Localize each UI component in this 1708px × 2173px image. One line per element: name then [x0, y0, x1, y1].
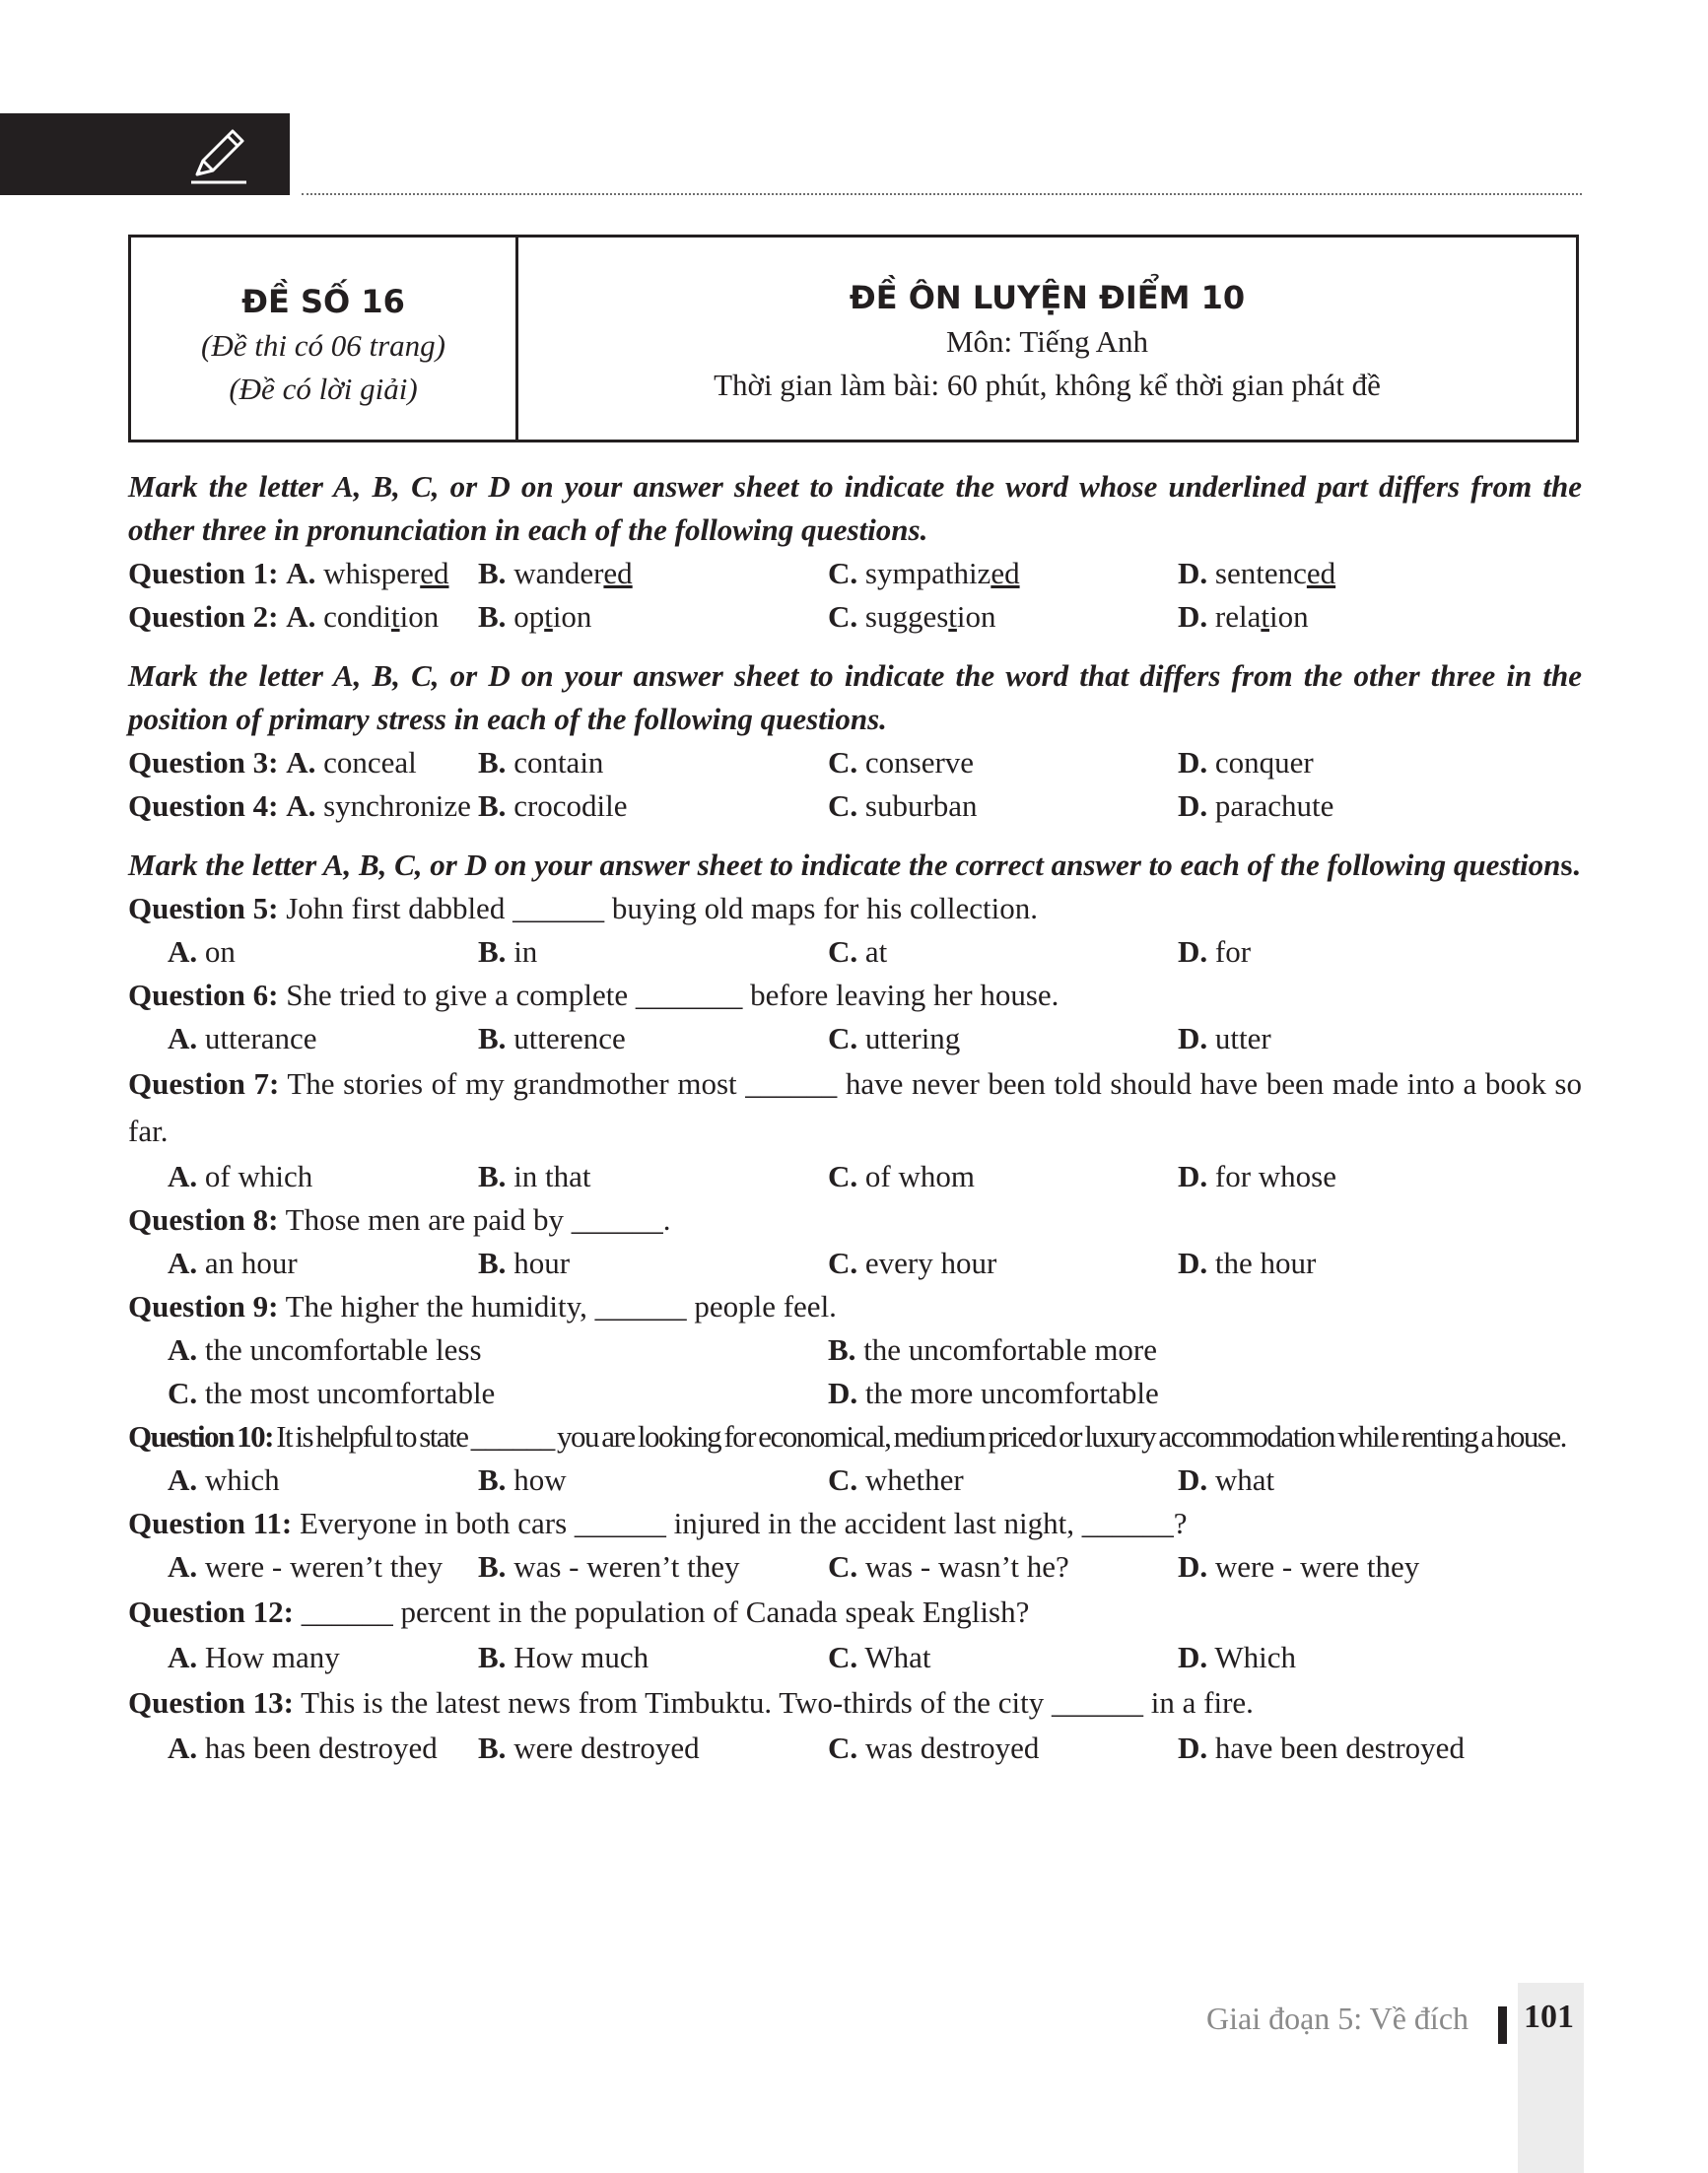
footer-divider — [1498, 2006, 1507, 2044]
page-number: 101 — [1524, 1999, 1574, 2035]
question-4: Question 4: A. synchronize B. crocodile C. suburban D. parachute — [128, 788, 1334, 823]
header-tab — [0, 113, 290, 195]
question-6-stem: Question 6: She tried to give a complete _______ before leaving her house. — [128, 978, 1059, 1012]
page-count-note: (Đề thi có 06 trang) — [201, 328, 445, 363]
question-label: Question 4: — [128, 788, 279, 823]
question-13-options: A. has been destroyed B. were destroyed C. was destroyed D. have been destroyed — [168, 1731, 1465, 1765]
exam-subject: Môn: Tiếng Anh — [945, 324, 1148, 359]
question-7-options: A. of which B. in that C. of whom D. for whose — [168, 1159, 1336, 1193]
instruction-stress: Mark the letter A, B, C, or D on your answer sheet to indicate the word that differs from the other three in the position of primary stress in each of the following questions. — [128, 658, 1582, 736]
question-9-options-cd: C. the most uncomfortable D. the more uncomfortable — [168, 1376, 1159, 1410]
question-5-stem: Question 5: John first dabbled ______ buying old maps for his collection. — [128, 891, 1039, 925]
question-3: Question 3: A. conceal B. contain C. conserve D. conquer — [128, 745, 1314, 780]
question-8-options: A. an hour B. hour C. every hour D. the hour — [168, 1246, 1317, 1280]
instruction-correct-answer: Mark the letter A, B, C, or D on your answer sheet to indicate the correct answer to each of the following questions. — [128, 848, 1581, 882]
exam-title: ĐỀ ÔN LUYỆN ĐIỂM 10 — [849, 279, 1246, 316]
exam-info-cell — [518, 238, 1576, 440]
solution-note: (Đề có lời giải) — [229, 372, 418, 406]
exam-time: Thời gian làm bài: 60 phút, không kể thời gian phát đề — [714, 368, 1381, 402]
question-8-stem: Question 8: Those men are paid by ______. — [128, 1202, 671, 1237]
question-10-options: A. which B. how C. whether D. what — [168, 1462, 1275, 1497]
footer-section-title: Giai đoạn 5: Về đích — [1206, 2001, 1469, 2036]
question-6-options: A. utterance B. utterence C. uttering D. utter — [168, 1021, 1271, 1055]
exam-number: ĐỀ SỐ 16 — [241, 283, 405, 320]
question-9-stem: Question 9: The higher the humidity, ______ people feel. — [128, 1289, 837, 1324]
instruction-pronunciation: Mark the letter A, B, C, or D on your answer sheet to indicate the word whose underlined part differs from the other three in pronunciation in each of the following questions. — [128, 469, 1582, 547]
exam-content — [128, 465, 1582, 1770]
question-1: Question 1: A. whispered B. wandered C. sympathized D. sentenced — [128, 556, 1336, 590]
question-7-stem: Question 7: The stories of my grandmother most ______ have never been told should have been made into a book so far. — [128, 1066, 1582, 1148]
pencil-icon — [185, 123, 254, 188]
question-label: Question 2: — [128, 599, 279, 634]
exam-id-cell — [131, 238, 518, 440]
question-11-stem: Question 11: Everyone in both cars ______ injured in the accident last night, ______? — [128, 1506, 1188, 1540]
question-12-stem: Question 12: ______ percent in the population of Canada speak English? — [128, 1595, 1030, 1629]
question-12-options: A. How many B. How much C. What D. Which — [168, 1640, 1296, 1674]
question-label: Question 1: — [128, 556, 279, 590]
question-13-stem: Question 13: This is the latest news from Timbuktu. Two-thirds of the city ______ in a fire. — [128, 1685, 1254, 1720]
question-5-options: A. on B. in C. at D. for — [168, 934, 1252, 969]
question-label: Question 3: — [128, 745, 279, 780]
dotted-rule — [302, 193, 1582, 195]
question-10-stem: Question 10: It is helpful to state ______ you are looking for economical, medium priced or luxury accommodation while renting a house. — [128, 1419, 1566, 1454]
question-11-options: A. were - weren’t they B. was - weren’t they C. was - wasn’t he? D. were - were they — [168, 1549, 1420, 1584]
exam-header — [128, 235, 1579, 442]
question-2: Question 2: A. condition B. option C. suggestion D. relation — [128, 599, 1309, 634]
question-9-options-ab: A. the uncomfortable less B. the uncomfortable more — [168, 1332, 1158, 1367]
